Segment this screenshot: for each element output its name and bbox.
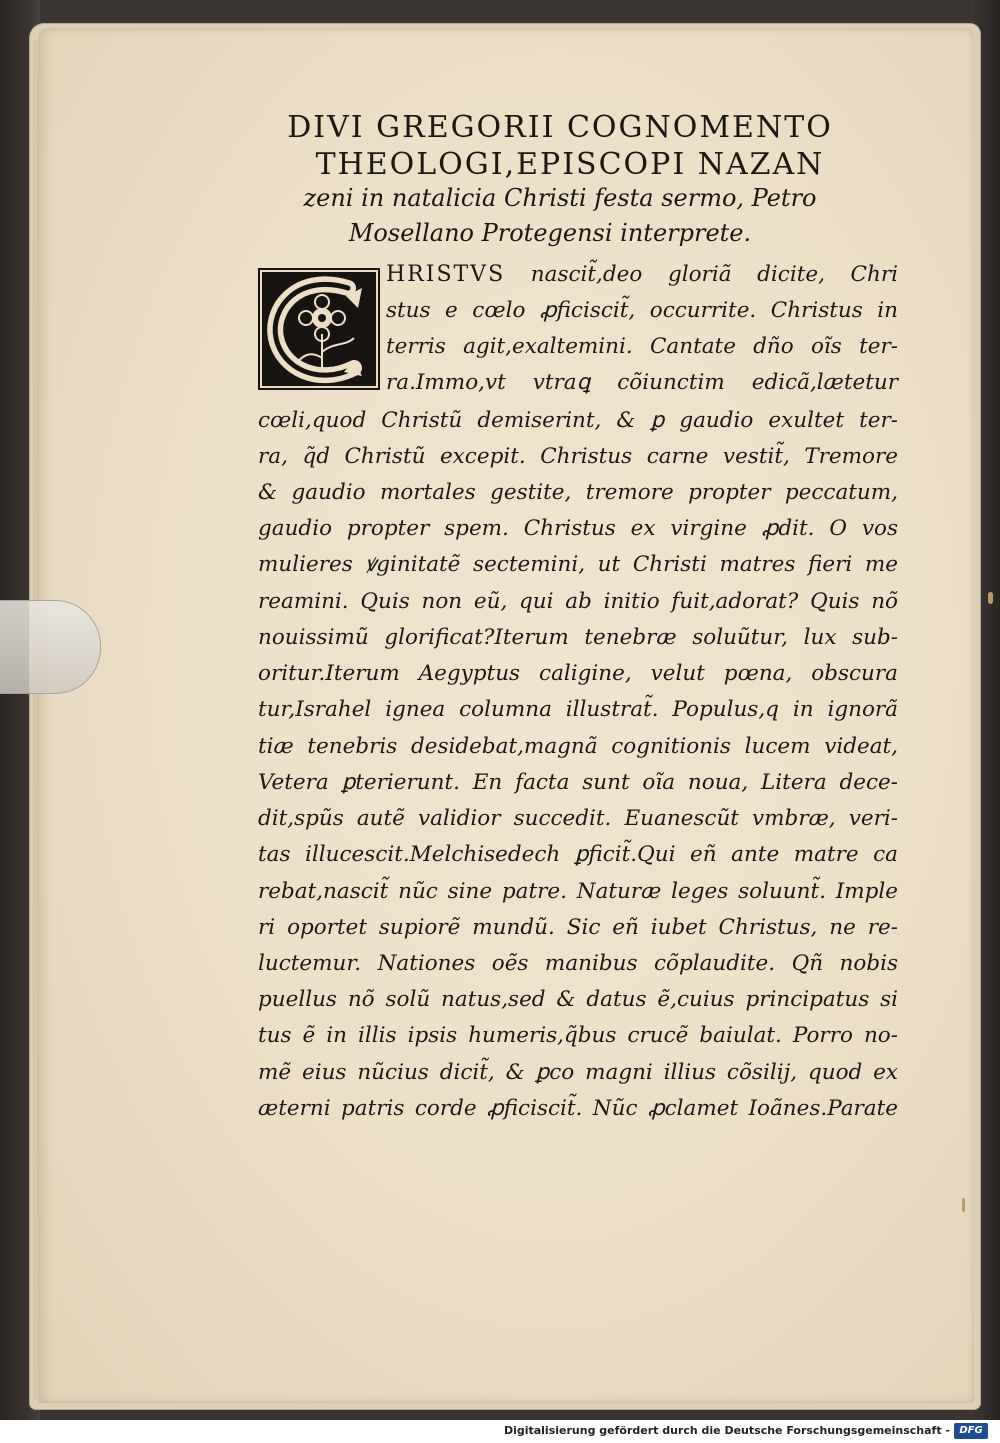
text-line-12: oritur.Iterum Aegyptus caligine, velut pœna, obscura	[258, 661, 898, 686]
footer-bar	[0, 1420, 1000, 1443]
bookmark-clip	[0, 600, 101, 694]
text-line-13: tur,Israhel ignea columna illustrat̃. Populus,q in ignorã	[258, 697, 898, 722]
footer-credit: Digitalisierung gefördert durch die Deutsche Forschungsgemeinschaft -	[503, 1424, 950, 1437]
line-text: nascit̃,deo gloriã dicite, Chri	[505, 262, 898, 287]
text-line-20: luctemur. Nationes oẽs manibus cõplaudite. Qñ nobis	[258, 951, 898, 976]
page-speck	[962, 1198, 965, 1212]
text-line-2: stus e cœlo ꝓficiscit̃, occurrite. Christus in	[386, 298, 898, 323]
title-line-1: DIVI GREGORII COGNOMENTO	[287, 110, 833, 145]
title-line-4: Mosellano Protegensi interprete.	[348, 219, 752, 247]
text-line-18: rebat,nascit̃ nũc sine patre. Naturæ leges soluunt̃. Imple	[258, 879, 898, 904]
text-line-21: puellus nõ solũ natus,sed & datus ẽ,cuius principatus si	[258, 987, 898, 1012]
text-line-15: Vetera ꝑterierunt. En facta sunt oĩa noua, Litera dece-	[258, 770, 898, 795]
text-line-5: cœli,quod Christũ demiserint, & ꝑ gaudio exultet ter-	[258, 408, 898, 433]
text-line-23: mẽ eius nũcius dicit̃, & ꝑco magni illius cõsilij, quod ex	[258, 1060, 898, 1085]
text-line-17: tas illucescit.Melchisedech ꝑficit̃.Qui eñ ante matre ca	[258, 842, 898, 867]
text-line-16: dit,spũs autẽ validior succedit. Euanescũt vmbræ, veri-	[258, 806, 898, 831]
text-line-6: ra, q̃d Christũ excepit. Christus carne vestit̃, Tremore	[258, 444, 898, 469]
decorated-initial-c	[258, 268, 380, 390]
text-line-3: terris agit,exaltemini. Cantate dño oĩs ter-	[386, 334, 898, 359]
text-line-9: mulieres ꝟginitatẽ sectemini, ut Christi matres fieri me	[258, 552, 898, 577]
title-line-2: THEOLOGI,EPISCOPI NAZAN	[315, 147, 825, 182]
text-line-10: reamini. Quis non eũ, qui ab initio fuit,adorat? Quis nõ	[258, 589, 898, 614]
text-line-24: æterni patris corde ꝓficiscit̃. Nũc ꝓclamet Ioãnes.Parate	[258, 1096, 898, 1121]
text-line-8: gaudio propter spem. Christus ex virgine ꝓdit. O vos	[258, 516, 898, 541]
dfg-logo-icon: DFG	[954, 1423, 988, 1439]
page-speck	[988, 592, 993, 604]
text-line-19: ri oportet supiorẽ mundũ. Sic eñ iubet Christus, ne re-	[258, 915, 898, 940]
text-line-11: nouissimũ glorificat?Iterum tenebræ soluũtur, lux sub-	[258, 625, 898, 650]
title-line-3: zeni in natalicia Christi festa sermo, Petro	[303, 184, 817, 212]
first-word: HRISTVS	[386, 262, 506, 287]
text-line-7: & gaudio mortales gestite, tremore propter peccatum,	[258, 480, 898, 505]
text-line-22: tus ẽ in illis ipsis humeris,q̃bus crucẽ baiulat. Porro no-	[258, 1023, 898, 1048]
text-line-14: tiæ tenebris desidebat,magnã cognitionis lucem videat,	[258, 734, 898, 759]
floral-initial-icon	[258, 268, 380, 390]
text-line-1	[386, 257, 898, 293]
text-line-4: ra.Immo,vt vtraꝗ cõiunctim edicã,lætetur	[386, 370, 898, 395]
